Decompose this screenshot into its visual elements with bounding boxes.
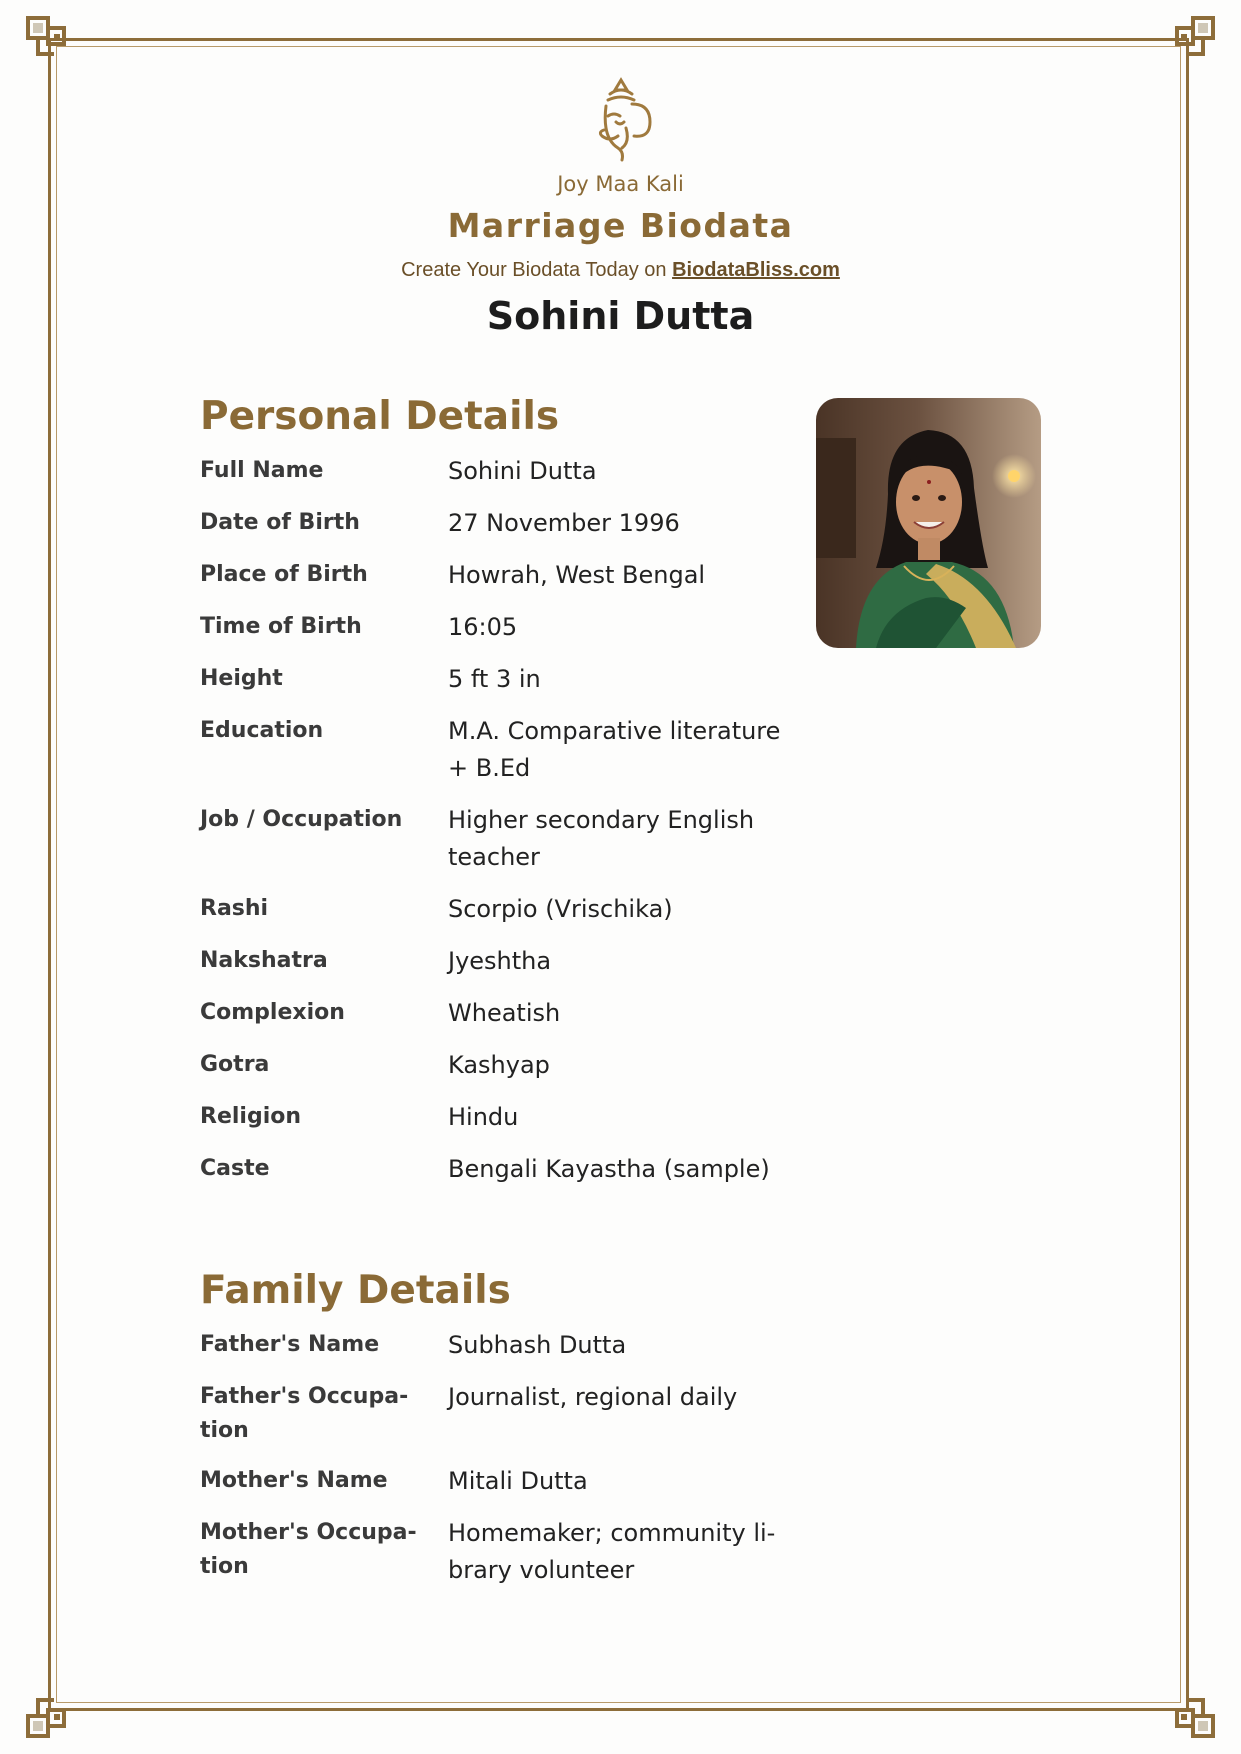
detail-value: 27 November 1996: [448, 509, 680, 537]
detail-label: Time of Birth: [200, 614, 362, 639]
detail-row: [200, 892, 820, 928]
corner-ornament-icon: [1161, 1684, 1217, 1740]
detail-value: Bengali Kayastha (sample): [448, 1155, 770, 1183]
detail-row: [200, 506, 820, 542]
detail-label: Mother's Occupa-tion: [200, 1520, 417, 1579]
detail-value: Jyeshtha: [448, 947, 552, 975]
detail-value: Journalist, regional daily: [448, 1383, 738, 1411]
detail-row: [200, 662, 820, 698]
detail-value: Higher secondary English teacher: [448, 806, 755, 871]
detail-label: Place of Birth: [200, 562, 368, 587]
section-title: Family Details: [200, 1268, 511, 1313]
detail-label: Height: [200, 666, 283, 691]
detail-value: Wheatish: [448, 999, 561, 1027]
detail-value: Subhash Dutta: [448, 1331, 627, 1359]
biodata-header: [0, 76, 1241, 338]
detail-label: Father's Name: [200, 1332, 380, 1357]
detail-value: 16:05: [448, 613, 518, 641]
detail-label: Gotra: [200, 1052, 270, 1077]
detail-row: [200, 1380, 820, 1448]
detail-row: [200, 454, 820, 490]
detail-row: [200, 996, 820, 1032]
personal-details-section: [200, 394, 820, 1204]
detail-value: Mitali Dutta: [448, 1467, 588, 1495]
corner-ornament-icon: [24, 1684, 80, 1740]
promo-line: [0, 259, 1241, 282]
detail-row: [200, 610, 820, 646]
detail-row: [200, 944, 820, 980]
ganesha-icon: [588, 76, 654, 164]
detail-label: Date of Birth: [200, 510, 360, 535]
detail-row: [200, 1048, 820, 1084]
detail-value: Sohini Dutta: [448, 457, 597, 485]
section-title: Personal Details: [200, 394, 560, 439]
detail-label: Father's Occupa-tion: [200, 1384, 409, 1443]
detail-value: Howrah, West Bengal: [448, 561, 706, 589]
promo-link[interactable]: BiodataBliss.com: [672, 259, 840, 281]
detail-value: Homemaker; community li-brary volunteer: [448, 1519, 776, 1584]
family-details-section: [200, 1268, 820, 1605]
detail-row: [200, 1100, 820, 1136]
detail-value: Kashyap: [448, 1051, 550, 1079]
detail-label: Mother's Name: [200, 1468, 388, 1493]
detail-label: Complexion: [200, 1000, 345, 1025]
detail-value: Hindu: [448, 1103, 519, 1131]
detail-value: Scorpio (Vrischika): [448, 895, 673, 923]
detail-row: [200, 1152, 820, 1188]
detail-row: [200, 1464, 820, 1500]
document-title: Marriage Biodata: [447, 206, 794, 245]
detail-row: [200, 803, 820, 876]
detail-row: [200, 1328, 820, 1364]
detail-label: Rashi: [200, 896, 269, 921]
promo-text: Create Your Biodata Today on: [401, 259, 673, 281]
detail-label: Job / Occupation: [200, 807, 403, 832]
detail-value: M.A. Comparative literature + B.Ed: [448, 717, 781, 782]
detail-label: Religion: [200, 1104, 302, 1129]
detail-row: [200, 1516, 820, 1589]
candidate-name: Sohini Dutta: [486, 294, 755, 338]
detail-label: Caste: [200, 1156, 270, 1181]
detail-label: Full Name: [200, 458, 324, 483]
profile-photo: [816, 398, 1041, 648]
detail-value: 5 ft 3 in: [448, 665, 541, 693]
invocation-text: Joy Maa Kali: [557, 172, 684, 196]
detail-row: [200, 714, 820, 787]
detail-label: Education: [200, 718, 324, 743]
corner-ornament-icon: [24, 14, 80, 70]
corner-ornament-icon: [1161, 14, 1217, 70]
detail-label: Nakshatra: [200, 948, 328, 973]
detail-row: [200, 558, 820, 594]
